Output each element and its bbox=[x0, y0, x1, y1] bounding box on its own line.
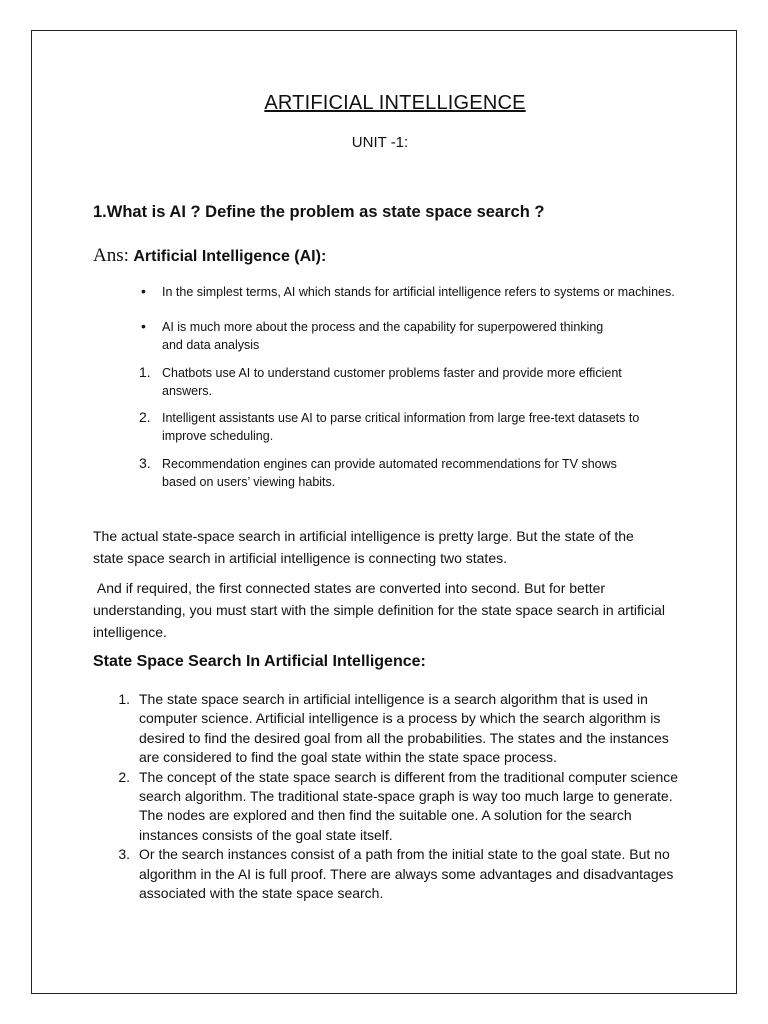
paragraph: And if required, the first connected states are converted into second. But for better understanding, you must start with the simple definition for the state space search in artificial intelligence. bbox=[93, 580, 669, 640]
numbered-item: Chatbots use AI to understand customer problems faster and provide more efficient answers. bbox=[162, 366, 622, 398]
numbered-item: Intelligent assistants use AI to parse critical information from large free-text datasets to improve scheduling. bbox=[162, 411, 640, 443]
answer-topic: Artificial Intelligence (AI): bbox=[133, 248, 327, 265]
list-item bbox=[93, 768, 683, 846]
paragraph: The actual state-space search in artificial intelligence is pretty large. But the state of the state space search in artificial intelligence is connecting two states. bbox=[93, 528, 634, 566]
unit-label: UNIT -1: bbox=[351, 134, 409, 151]
answer-heading bbox=[93, 245, 326, 267]
bullet-item: AI is much more about the process and the capability for superpowered thinking and data analysis bbox=[162, 320, 604, 352]
list-number: 1. bbox=[118, 691, 130, 707]
list-number: 3. bbox=[118, 846, 130, 863]
list-number: 2. bbox=[139, 409, 151, 425]
list-number: 1. bbox=[139, 364, 151, 380]
section-heading: State Space Search In Artificial Intelligence: bbox=[93, 653, 426, 670]
document-title: ARTIFICIAL INTELLIGENCE bbox=[264, 92, 526, 114]
list-number: 2. bbox=[118, 768, 130, 785]
list-item bbox=[93, 690, 683, 768]
list-number: 3. bbox=[139, 455, 151, 471]
bullet-item: In the simplest terms, AI which stands for artificial intelligence refers to systems or machines. bbox=[162, 285, 675, 299]
answer-label: Ans: bbox=[93, 245, 129, 266]
list-item bbox=[93, 845, 683, 903]
bullet-icon: • bbox=[141, 283, 146, 299]
list-item-text: The state space search in artificial intelligence is a search algorithm that is used in computer science. Artificial intelligence is a process by which the search algorithm is desired to find the desired goal from all the probabilities. The states and the instances are considered to find the goal state within the state space process. bbox=[139, 691, 669, 766]
list-item-text: Or the search instances consist of a path from the initial state to the goal state. But no algorithm in the AI is full proof. There are always some advantages and disadvantages associated with the state space search. bbox=[139, 846, 674, 902]
question-heading: 1.What is AI ? Define the problem as state space search ? bbox=[93, 203, 545, 221]
numbered-item: Recommendation engines can provide automated recommendations for TV shows based on users’ viewing habits. bbox=[162, 457, 617, 489]
list-item-text: The concept of the state space search is different from the traditional computer science search algorithm. The traditional state-space graph is way too much large to generate. The nodes are explored and then find the suitable one. A solution for the search instances consists of the goal state itself. bbox=[139, 768, 679, 843]
section-list bbox=[93, 690, 683, 903]
bullet-icon: • bbox=[141, 318, 146, 334]
